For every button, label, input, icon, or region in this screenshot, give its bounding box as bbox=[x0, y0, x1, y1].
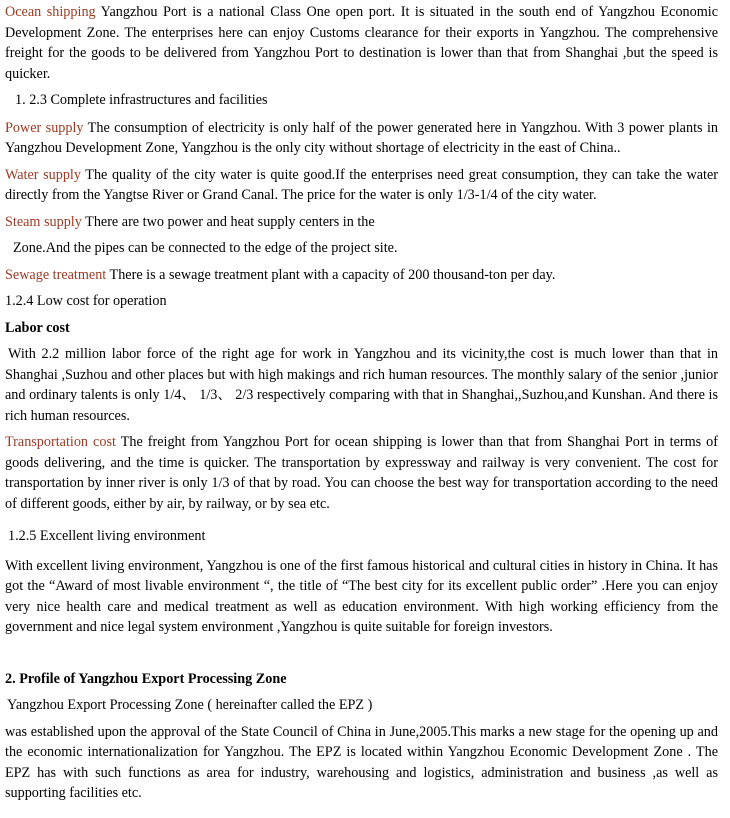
transportation-cost-term: Transportation cost bbox=[5, 434, 116, 450]
water-supply-text: The quality of the city water is quite good.If the enterprises need great consumption, they can take the water directly from the Yangtse River or Grand Canal. The price for the water is only 1/3-1/4 of the city water. bbox=[5, 166, 718, 203]
epz-paragraph: was established upon the approval of the State Council of China in June,2005.This marks a new stage for the opening up and the economic internationalization for Yangzhou. The EPZ is located within Yangzhou Economic Development Zone . The EPZ has with such functions as area for industry, warehousing and logistics, administration and business ,as well as supporting facilities etc. bbox=[5, 723, 718, 801]
steam-supply-continuation: Zone.And the pipes can be connected to the edge of the project site. bbox=[13, 240, 398, 256]
sewage-treatment-term: Sewage treatment bbox=[5, 266, 107, 283]
ocean-shipping-term: Ocean shipping bbox=[5, 4, 96, 20]
living-environment-paragraph: With excellent living environment, Yangzhou is one of the first famous historical and cultural cities in history in China. It has got the “Award of most livable environment “, the title of “The best city for its excellent public order” .Here you can enjoy very nice health care and medical treatment as well as education environment. With high working efficiency from the government and nice legal system environment ,Yangzhou is quite suitable for foreign investors. bbox=[5, 557, 718, 635]
power-supply-term: Power supply bbox=[5, 119, 84, 136]
section-2-heading: 2. Profile of Yangzhou Export Processing Zone bbox=[5, 670, 287, 687]
epz-intro-line: Yangzhou Export Processing Zone ( hereinafter called the EPZ ) bbox=[7, 697, 373, 713]
ocean-shipping-paragraph bbox=[5, 2, 718, 84]
sewage-treatment-paragraph bbox=[5, 265, 718, 286]
labor-cost-heading: Labor cost bbox=[5, 319, 70, 336]
heading-1-2-5: 1.2.5 Excellent living environment bbox=[8, 528, 206, 544]
heading-1-2-3: 1. 2.3 Complete infrastructures and facilities bbox=[15, 92, 268, 108]
power-supply-text: The consumption of electricity is only half of the power generated here in Yangzhou. With 3 power plants in Yangzhou Development Zone, Yangzhou is the only city without shortage of electricity in the east of China.. bbox=[5, 119, 718, 156]
water-supply-paragraph bbox=[5, 165, 718, 206]
steam-supply-term: Steam supply bbox=[5, 213, 82, 230]
heading-1-2-4: 1.2.4 Low cost for operation bbox=[5, 293, 167, 309]
steam-supply-paragraph bbox=[5, 212, 718, 233]
ocean-shipping-text: Yangzhou Port is a national Class One open port. It is situated in the south end of Yangzhou Economic Development Zone. The enterprises here can enjoy Customs clearance for their exports in Yangzhou. The comprehensive freight for the goods to be delivered from Yangzhou Port to destination is lower than that from Shanghai ,but the speed is quicker. bbox=[5, 4, 718, 82]
power-supply-paragraph bbox=[5, 118, 718, 159]
sewage-treatment-text: There is a sewage treatment plant with a capacity of 200 thousand-ton per day. bbox=[106, 266, 556, 283]
transportation-cost-text: The freight from Yangzhou Port for ocean shipping is lower than that from Shanghai Port in terms of goods delivering, and the time is quicker. The transportation by expressway and railway is very convenient. The cost for transportation by inner river is only 1/3 of that by road. You can choose the best way for transportation according to the need of different goods, either by air, by railway, or by sea etc. bbox=[5, 434, 718, 512]
transportation-cost-paragraph bbox=[5, 432, 718, 514]
labor-cost-paragraph: With 2.2 million labor force of the right age for work in Yangzhou and its vicinity,the cost is much lower than that in Shanghai ,Suzhou and other places but with high makings and rich human resources. The monthly salary of the senior ,junior and ordinary talents is only 1/4、 1/3、 2/3 respectively comparing with that in Shanghai,,Suzhou,and Kunshan. And there is rich human resources. bbox=[5, 346, 718, 424]
water-supply-term: Water supply bbox=[5, 166, 81, 183]
steam-supply-text: There are two power and heat supply centers in the bbox=[81, 213, 375, 230]
